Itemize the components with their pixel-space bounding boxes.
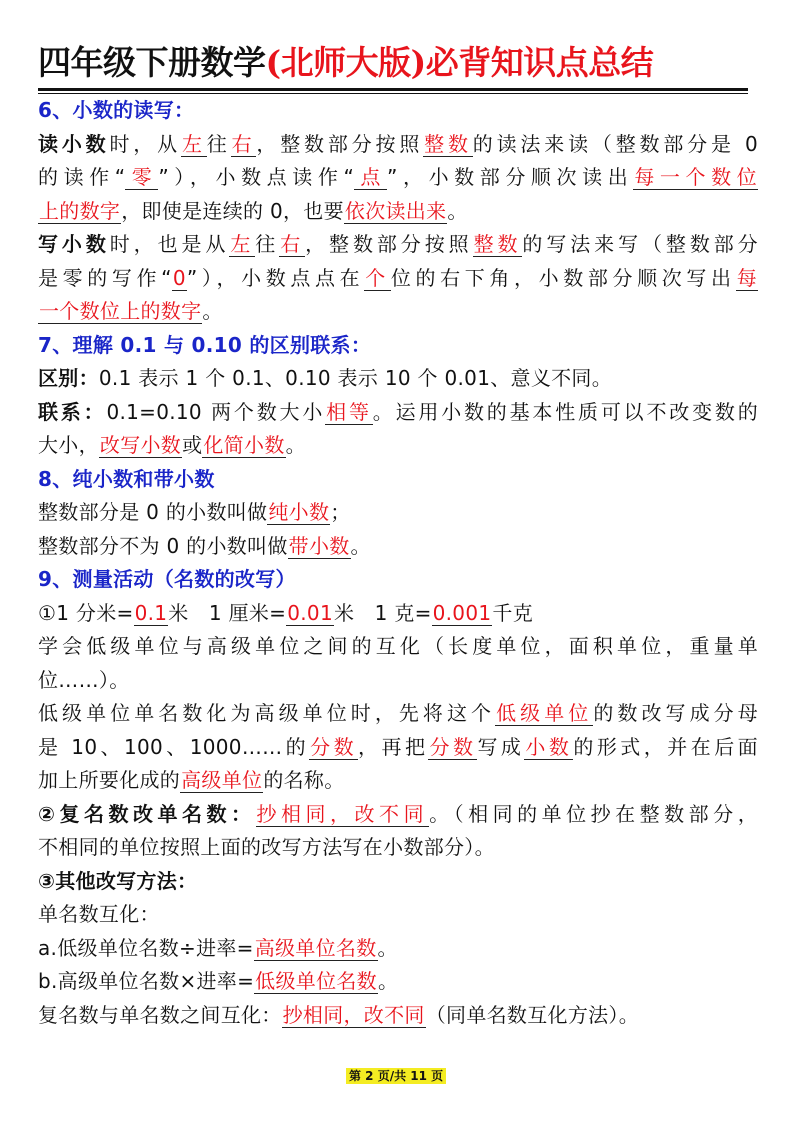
s9-p3-line-a: a.低级单位名数÷进率=高级单位名数。 <box>38 935 398 960</box>
s8-line-1: 整数部分是 0 的小数叫做纯小数； <box>38 500 351 524</box>
s9-p1-line-3: 加上所要化成的高级单位的名称。 <box>38 768 345 792</box>
s9-p2-line-1: ②复名数改单名数：抄相同，改不同。（相同的单位抄在整数部分， <box>38 801 758 826</box>
s9-p2-line-2: 不相同的单位按照上面的改写方法写在小数部分）。 <box>38 835 495 859</box>
s6-write-line-2: 是零的写作“0”），小数点点在个位的右下角，小数部分顺次写出每 <box>38 265 757 290</box>
s9-conversion-line: ①1 分米=0.1米 1 厘米=0.01米 1 克=0.001千克 <box>38 600 533 625</box>
page-number: 第 2 页/共 11 页 <box>346 1068 446 1084</box>
section-9-heading: 9、测量活动（名数的改写） <box>38 567 296 591</box>
s9-p3-label: ③其他改写方法： <box>38 868 198 893</box>
section-8-heading: 8、纯小数和带小数 <box>38 466 215 491</box>
s7-link-line-2: 大小，改写小数或化简小数。 <box>38 433 306 457</box>
s8-line-2: 整数部分不为 0 的小数叫做带小数。 <box>38 533 371 558</box>
s9-p1-line-1: 低级单位单名数化为高级单位时，先将这个低级单位的数改写成分母 <box>38 701 758 725</box>
s6-write-line-1: 写小数时，也是从左往右，整数部分按照整数的写法来写（整数部分 <box>38 232 758 256</box>
s7-link-line-1: 联系：0.1=0.10 两个数大小相等。运用小数的基本性质可以不改变数的 <box>38 399 758 424</box>
s9-p3-line-c: 复名数与单名数之间互化：抄相同，改不同（同单名数互化方法）。 <box>38 1002 640 1027</box>
title-part-2: (北师大版) <box>265 43 426 82</box>
section-6-heading: 6、小数的读写： <box>38 98 195 122</box>
s9-p3-line-b: b.高级单位名数×进率=低级单位名数。 <box>38 969 399 993</box>
s9-p3-line-1: 单名数互化： <box>38 902 160 926</box>
title-part-3: 必背知识点总结 <box>425 43 654 82</box>
s9-p1-line-2: 是 10、100、1000……的分数，再把分数写成小数的形式，并在后面 <box>38 734 758 759</box>
s6-write-line-3: 一个数位上的数字。 <box>39 299 223 323</box>
title-block <box>38 40 748 94</box>
section-7-heading: 7、理解 0.1 与 0.10 的区别联系： <box>38 332 372 357</box>
page-title <box>38 40 748 86</box>
document-body <box>38 94 758 1032</box>
s6-read-line-2: 的读作“零”），小数点读作“点”，小数部分顺次读出每一个数位 <box>38 165 757 189</box>
title-rule-thick <box>38 88 748 91</box>
s7-diff-line: 区别：0.1 表示 1 个 0.1、0.10 表示 10 个 0.01、意义不同。 <box>38 366 613 390</box>
title-part-1: 四年级下册数学 <box>38 43 266 82</box>
s6-read-line-1: 读小数时，从左往右，整数部分按照整数的读法来读（整数部分是 0 <box>38 131 758 156</box>
s9-learn-line-1: 学会低级单位与高级单位之间的互化（长度单位，面积单位，重量单 <box>38 634 758 658</box>
s9-learn-line-2: 位……）。 <box>38 667 130 692</box>
s6-read-line-3: 上的数字，即使是连续的 0，也要依次读出来。 <box>39 198 468 223</box>
